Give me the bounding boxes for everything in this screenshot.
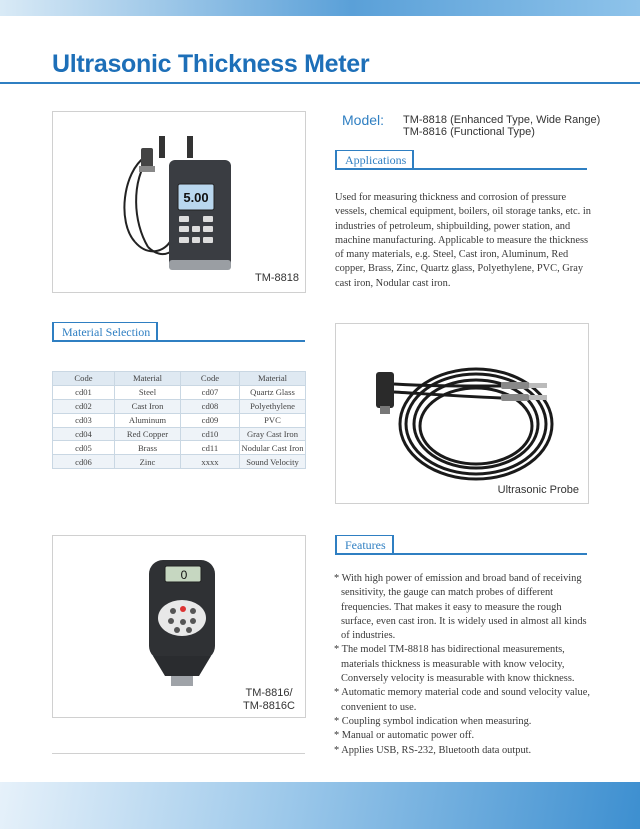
table-cell: cd04 [53, 427, 115, 441]
model-line-tm8818: TM-8818 (Enhanced Type, Wide Range) [403, 114, 601, 126]
table-cell: Nodular Cast Iron [241, 442, 304, 453]
tm8818-caption: TM-8818 [254, 272, 299, 284]
tm8816-caption-line2: TM-8816C [243, 700, 295, 712]
table-cell: cd07 [181, 385, 240, 399]
top-banner [0, 0, 640, 16]
list-item: * Applies USB, RS-232, Bluetooth data output. [334, 744, 532, 756]
list-item: * Coupling symbol indication when measuring. [334, 715, 532, 727]
model-label: Model: [342, 112, 385, 128]
tm8816-caption-line1: TM-8816/ [245, 687, 293, 699]
applications-text: Used for measuring thickness and corrosion of pressure vessels, chemical equipment, boilers, oil storage tanks, etc. in industries of petroleum, shipbuilding, power station, and machine manufacturing. Applicable to measure the thickness of many materials, e.g. Steel, Cast iron, Aluminum, Red copper, Brass, Zinc, Quartz glass, Polyethylene, PVC, Gray cast iron, Nodular cast iron. [335, 192, 591, 289]
table-header-cell: Material [115, 372, 181, 386]
table-row [53, 427, 306, 441]
table-cell: cd10 [181, 427, 240, 441]
table-cell: cd01 [53, 385, 115, 399]
material-table [52, 371, 306, 469]
bottom-banner [0, 782, 640, 829]
model-line-tm8816: TM-8816 (Functional Type) [403, 126, 535, 138]
material-selection-heading: Material Selection [52, 322, 158, 342]
table-header-cell: Code [53, 372, 115, 386]
table-cell: Brass [115, 441, 181, 455]
table-header-cell: Material [240, 372, 306, 386]
table-header-cell: Code [181, 372, 240, 386]
applications-heading: Applications [335, 150, 414, 170]
table-row [53, 399, 306, 413]
device-tm8818-image [52, 111, 306, 293]
table-cell: Gray Cast Iron [240, 427, 306, 441]
table-row [53, 441, 306, 455]
table-cell: cd03 [53, 413, 115, 427]
list-item: * With high power of emission and broad band of receiving sensitivity, the gauge can match probes of different frequencies. That makes it easy to measure the rough surface, even cast iron. It is widely used in almost all kinds of industries. [334, 573, 587, 642]
table-cell: PVC [240, 413, 306, 427]
table-cell: Polyethylene [240, 399, 306, 413]
device-tm8816-image [52, 535, 306, 718]
table-row [53, 385, 306, 399]
model-list [403, 114, 600, 138]
table-header-row [53, 372, 306, 386]
list-item: * The model TM-8818 has bidirectional measurements, materials thickness is measurable with know velocity, Conversely velocity is measurable with know thickness. [334, 644, 575, 685]
table-cell: Zinc [115, 455, 181, 469]
features-list [334, 572, 596, 758]
table-row [53, 413, 306, 427]
probe-illustration [336, 324, 588, 503]
tm8816-screen-value: 0 [180, 568, 188, 582]
features-underline [335, 553, 587, 555]
table-cell: cd06 [53, 455, 115, 469]
list-item: * Automatic memory material code and sound velocity value, convenient to use. [334, 687, 590, 713]
table-cell: Quartz Glass [240, 385, 306, 399]
material-selection-underline [52, 340, 305, 342]
table-cell: cd05 [53, 441, 115, 455]
table-cell: Red Copper [115, 427, 181, 441]
table-cell: Cast Iron [115, 399, 181, 413]
tm8818-illustration [53, 112, 305, 292]
probe-image [335, 323, 589, 504]
table-cell: Sound Velocity [240, 455, 306, 469]
table-cell: cd08 [181, 399, 240, 413]
title-divider [0, 82, 640, 84]
applications-underline [335, 168, 587, 170]
table-cell: cd02 [53, 399, 115, 413]
list-item: * Manual or automatic power off. [334, 730, 475, 742]
probe-caption: Ultrasonic Probe [497, 484, 579, 496]
table-cell: Aluminum [115, 413, 181, 427]
page-title: Ultrasonic Thickness Meter [52, 50, 370, 78]
table-cell: xxxx [181, 455, 240, 469]
tm8818-screen-value: 5.00 [183, 190, 209, 205]
table-row [53, 455, 306, 469]
features-heading: Features [335, 535, 394, 555]
table-cell: Steel [115, 385, 181, 399]
tm8816-caption [243, 687, 295, 713]
bottom-divider [52, 753, 305, 754]
table-cell: cd09 [181, 413, 240, 427]
table-cell: cd11 [181, 441, 240, 455]
